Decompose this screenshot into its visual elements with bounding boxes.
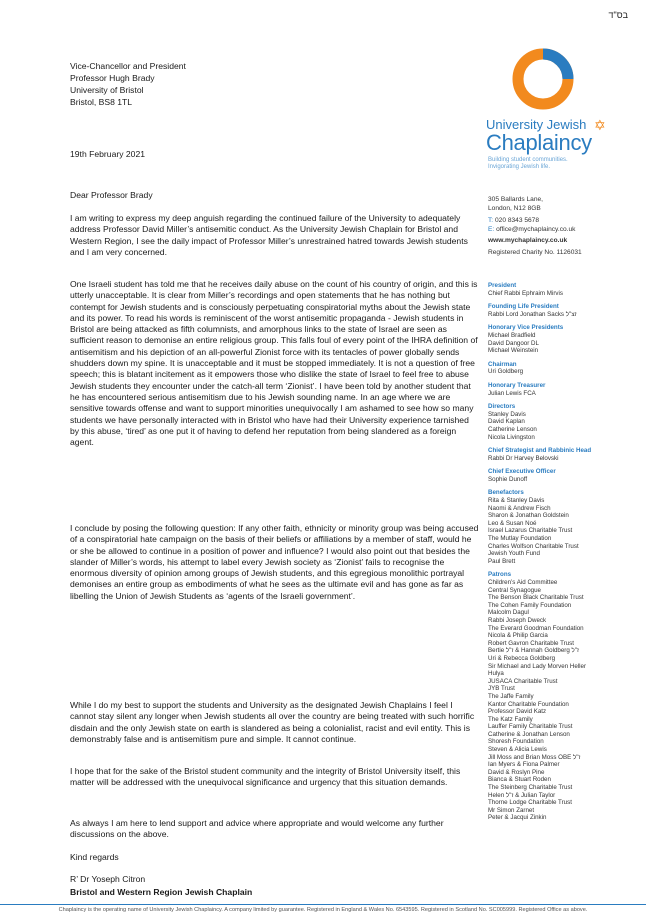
brand-line1: University Jewish [486, 117, 587, 132]
role-name: Mr Simon Zarnet [488, 806, 535, 814]
role-title: Founding Life President [488, 303, 559, 311]
role-name: Peter & Jacqui Zinkin [488, 814, 547, 822]
role-title: Chief Executive Officer [488, 468, 556, 476]
role-name: Uri & Rebecca Goldberg [488, 654, 556, 662]
role-name: David & Roslyn Pine [488, 768, 545, 776]
email-address: office@mychaplaincy.co.uk [496, 225, 576, 233]
role-name: Nicola & Philip Garcia [488, 632, 548, 640]
role-name: The Steinberg Charitable Trust [488, 784, 573, 792]
role-title: Directors [488, 403, 516, 411]
role-name: Shoresh Foundation [488, 738, 544, 746]
role-name: Paul Brett [488, 557, 516, 565]
bsd-header: בס"ד [608, 10, 628, 20]
contact-block [488, 196, 582, 258]
role-name: The Benson Black Charitable Trust [488, 594, 584, 602]
address-line: London, N12 8GB [488, 204, 541, 212]
role-name: Sir Michael and Lady Morven Heller [488, 662, 587, 670]
recipient-line: Vice-Chancellor and President [70, 61, 186, 71]
role-name: Rabbi Lord Jonathan Sacks זצ"ל [488, 310, 577, 318]
role-name: Kantor Charitable Foundation [488, 700, 569, 708]
role-name: Thorne Lodge Charitable Trust [488, 799, 572, 807]
role-name: Professor David Katz [488, 708, 547, 716]
role-name: Nicola Livingston [488, 433, 535, 441]
email-label: E: [488, 225, 495, 233]
role-name: Children’s Aid Committee [488, 579, 558, 586]
role-name: Catherine Lenson [488, 425, 537, 433]
tagline-line: Invigorating Jewish life. [488, 164, 551, 170]
recipient-line: Professor Hugh Brady [70, 73, 155, 83]
role-name: Leo & Susan Noé [488, 519, 537, 527]
recipient-address [70, 61, 186, 109]
paragraph: I hope that for the sake of the Bristol student community and the integrity of Bristol University itself, this matter will be addressed with the unequivocal significance and urgency that this situation demands. [70, 766, 461, 788]
brand-line2: Chaplaincy [486, 130, 592, 155]
role-name: Charles Wolfson Charitable Trust [488, 542, 579, 550]
role-name: Hulya [488, 670, 504, 678]
role-title: Honorary Vice Presidents [488, 324, 564, 332]
paragraph: I am writing to express my deep anguish regarding the continued failure of the University to adequately address Professor David Miller’s antisemitic conduct. As the University Jewish Chaplain for Bristol and Western Region, I see the daily impact of Professor Miller’s unrestrained hatred towards Jewish students and I am very concerned. [70, 213, 468, 257]
role-name: Bianca & Stuart Roden [488, 776, 551, 784]
role-name: Catherine & Jonathan Lenson [488, 730, 570, 738]
star-of-david-icon: ✡ [594, 117, 606, 133]
role-name: Michael Bradfield [488, 331, 536, 339]
role-name: The Everard Goodman Foundation [488, 624, 584, 632]
role-name: The Katz Family [488, 715, 533, 723]
email-row [488, 226, 582, 235]
signature-title: Bristol and Western Region Jewish Chaplain [70, 887, 253, 897]
role-title: Benefactors [488, 489, 524, 497]
role-name: The Mutlay Foundation [488, 535, 552, 543]
paragraph: One Israeli student has told me that he receives daily abuse on the count of his country of origin, and this is utterly unacceptable. It is clear from Miller’s recordings and open statements that he has nothing but contempt for Jewish students and is consciously perpetuating conspiratorial myths about the Jewish state and its power. To read his words is reminiscent of the worst antisemitic propaganda - Jewish students in Bristol are being attacked as fifth columnists, and amorphous links to the state of Israel are seen as sufficient reason to demonise an entire religious group. This falls foul of every point of the IHRA definition of antisemitism and his depiction of an all-powerful Zionist force with its tentacles of power globally sends shudders down my spine. It is unacceptable and it must be stopped immediately. It is not a question of free speech; this is blatant incitement as it empowers those who dislike the state of Israel to feel free to abuse Jewish students they encounter under the catch-all term ‘Zionist’. I have been told by another student that he has encountered serious antisemitism due to his Jewish sounding name. In an age where we are sensitive towards offense and want to support minorities unequivocally I am ashamed to see how so many students we have personally interacted with in Bristol who have had their University experience tarnished by this abuse, ‘tired’ as one put it of having to defend her reputation from being slandered as a foreign agent. [70, 279, 478, 448]
role-name: Rabbi Joseph Dweck [488, 616, 547, 624]
role-name: David Dangoor DL [488, 339, 539, 347]
role-name: Rita & Stanley Davis [488, 497, 545, 505]
letter-date: 19th February 2021 [70, 149, 146, 159]
footer: Chaplaincy is the operating name of University Jewish Chaplaincy. A company limited by guarantee. Registered in England & Wales No. 6543595. Registered in Scotland No. SC005999. Registered Office as above. [0, 904, 646, 913]
role-name: David Kaplan [488, 418, 525, 426]
role-name: Sharon & Jonathan Goldstein [488, 512, 569, 520]
role-name: Israel Lazarus Charitable Trust [488, 527, 573, 535]
role-name: JYB Trust [488, 685, 515, 693]
charity-number: Registered Charity No. 1126031 [488, 248, 582, 256]
recipient-line: Bristol, BS8 1TL [70, 97, 133, 107]
phone-label: T: [488, 217, 494, 225]
salutation: Dear Professor Brady [70, 190, 153, 200]
role-name: Stanley Davis [488, 410, 526, 418]
role-name: Sophie Dunoff [488, 475, 528, 483]
role-name: The Cohen Family Foundation [488, 601, 572, 609]
role-name: Bertie ז"ל & Hannah Goldberg ז"ל [488, 647, 579, 655]
role-title: Chairman [488, 360, 517, 368]
role-name: Rabbi Dr Harvey Belovski [488, 454, 559, 462]
signature-name: R’ Dr Yoseph Citron [70, 874, 146, 884]
role-name: Jewish Youth Fund [488, 550, 540, 558]
role-name: Helen ז"ל & Julian Taylor [488, 791, 556, 799]
role-title: Patrons [488, 571, 512, 579]
role-title: President [488, 282, 517, 289]
role-name: Chief Rabbi Ephraim Mirvis [488, 289, 563, 297]
address-line: 305 Ballards Lane, [488, 196, 543, 203]
website-link: www.mychaplaincy.co.uk [488, 237, 568, 245]
paragraph: As always I am here to lend support and advice where appropriate and would welcome any further discussions on the above. [70, 818, 444, 840]
role-name: Robert Gavron Charitable Trust [488, 639, 574, 647]
paragraph: While I do my best to support the students and University as the designated Jewish Chaplains I feel I cannot stay silent any longer when Jewish students all over the country are being treated with such horrific disdain and the only Jewish state on earth is slandered as being a colonialist, racist and evil entity. This is demonstrably false and is antisemitism pure and simple. It cannot continue. [70, 700, 475, 744]
role-name: JUSACA Charitable Trust [488, 677, 558, 685]
phone-row [488, 217, 582, 226]
role-name: Uri Goldberg [488, 368, 524, 376]
role-name: Ian Myers & Fiona Palmer [488, 761, 560, 769]
role-name: Michael Weinstein [488, 347, 539, 355]
role-name: The Jaffe Family [488, 692, 534, 700]
brand-tagline [488, 157, 568, 171]
role-name: Lauffer Family Charitable Trust [488, 723, 573, 731]
role-name: Jill Moss and Brian Moss OBE ז"ל [488, 753, 581, 761]
closing: Kind regards [70, 852, 119, 862]
tagline-line: Building student communities. [488, 157, 568, 163]
role-name: Central Synagogue [488, 586, 541, 594]
paragraph: I conclude by posing the following question: If any other faith, ethnicity or minority group was being accused of a conspiratorial hate campaign on the basis of their beliefs or affiliations by a member of staff, would he or she be allowed to continue in a position of power and influence? I would also point out that besides the slander of Miller’s words, his attempt to label every Jewish society as ‘Zionist’ fails to recognise the enormous diversity of opinion among groups of Jewish students, and this egregious monolithic portrayal demonises an entire group as embodiments of what he sees as the ultimate evil and has gone as far as libelling the Union of Jewish Students as ‘agents of the Israeli government’. [70, 523, 479, 601]
role-name: Naomi & Andrew Fisch [488, 504, 551, 512]
officers-list [488, 282, 638, 822]
role-title: Chief Strategist and Rabbinic Head [488, 447, 592, 455]
role-name: Malcolm Dagul [488, 609, 529, 617]
recipient-line: University of Bristol [70, 85, 144, 95]
role-name: Steven & Alicia Lewis [488, 746, 547, 754]
role-title: Honorary Treasurer [488, 381, 546, 389]
chaplaincy-logo-icon [510, 46, 576, 112]
role-name: Julian Lewis FCA [488, 389, 536, 397]
phone-number: 020 8343 5678 [494, 217, 539, 225]
